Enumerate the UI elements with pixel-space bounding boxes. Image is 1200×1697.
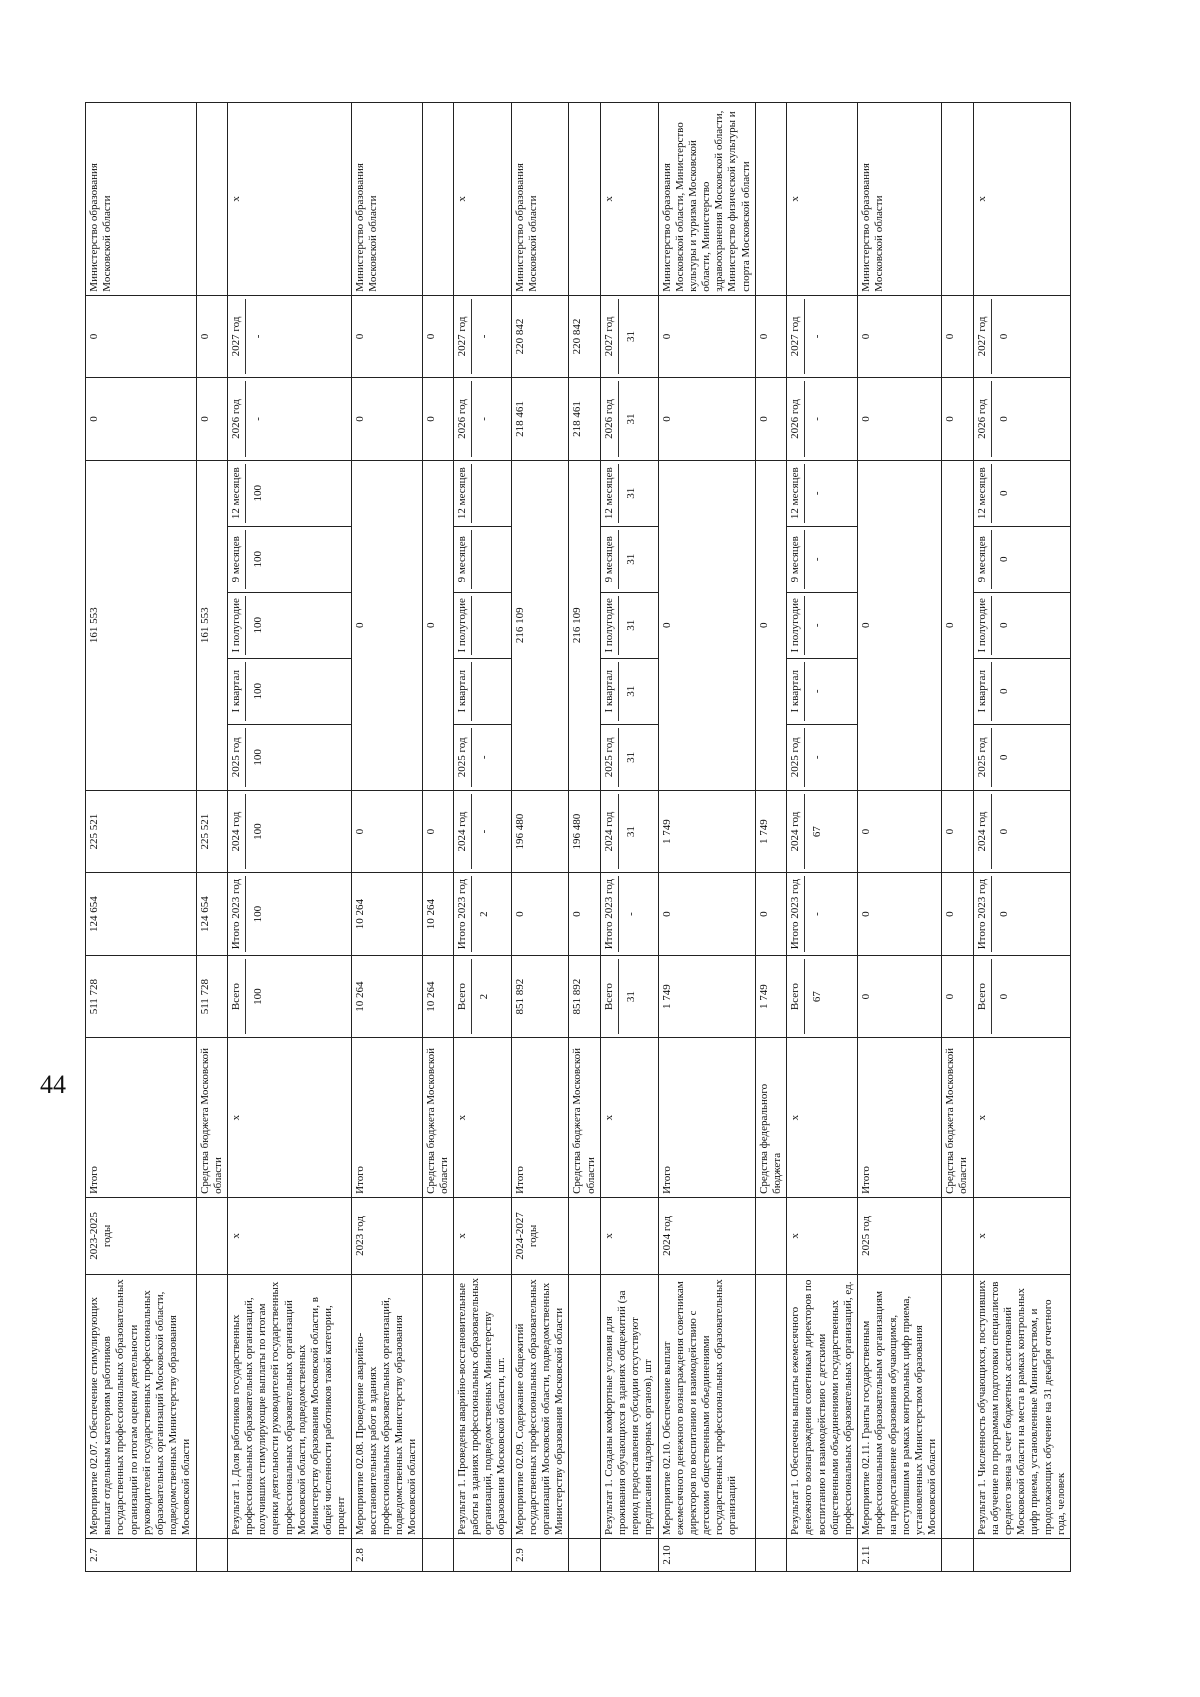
row-years: х xyxy=(227,1197,351,1274)
row-years xyxy=(196,1197,227,1274)
result-cell-label: 2026 год xyxy=(230,381,246,457)
value-2024: 0 xyxy=(858,790,942,873)
result-cell xyxy=(787,378,858,461)
result-cell xyxy=(973,873,1070,956)
table-row xyxy=(351,103,422,1572)
row-years: х xyxy=(600,1197,658,1274)
value-total: 0 xyxy=(942,955,973,1038)
value-2026: 0 xyxy=(86,378,197,461)
result-cell xyxy=(973,955,1070,1038)
page-number: 44 xyxy=(40,1070,66,1099)
value-2026: 218 461 xyxy=(569,378,600,461)
result-cell-value: 31 xyxy=(624,991,637,1003)
value-2024: 0 xyxy=(422,790,453,873)
row-description: Мероприятие 02.07. Обеспечение стимулирующих выплат отдельным категориям работников государственных профессиональных образовательных организаций по итогам оценки деятельности руководителей государственных профессиональных образовательных организаций Московской области, подведомственных Министерству образования Московской области xyxy=(86,1274,197,1538)
value-2026: 0 xyxy=(196,378,227,461)
value-2024: 1 749 xyxy=(755,790,786,873)
value-2027: 0 xyxy=(422,295,453,378)
result-cell-value: 0 xyxy=(997,911,1010,917)
funding-source: х xyxy=(227,1038,351,1198)
result-cell-label: 12 месяцев xyxy=(456,464,472,523)
value-2025: 216 109 xyxy=(511,460,569,790)
value-total: 10 264 xyxy=(422,955,453,1038)
table-row xyxy=(658,103,755,1572)
row-number xyxy=(942,1539,973,1572)
row-years xyxy=(422,1197,453,1274)
result-cell-label: 2025 год xyxy=(789,728,805,787)
result-cell-label: Всего xyxy=(230,959,246,1035)
value-2025: 0 xyxy=(755,460,786,790)
result-cell-value: - xyxy=(478,334,491,339)
result-cell xyxy=(227,790,351,873)
result-cell-label: 2025 год xyxy=(230,728,246,787)
responsible-executor xyxy=(196,103,227,296)
result-cell-label: 2027 год xyxy=(456,299,472,375)
funding-source: х xyxy=(453,1038,511,1198)
result-cell-label: Всего xyxy=(976,959,992,1035)
row-number xyxy=(422,1539,453,1572)
result-cell xyxy=(600,790,658,873)
row-number: 2.9 xyxy=(511,1539,569,1572)
result-cell xyxy=(453,955,511,1038)
value-2027: 0 xyxy=(858,295,942,378)
row-number xyxy=(973,1539,1070,1572)
row-years: х xyxy=(787,1197,858,1274)
value-2025: 0 xyxy=(942,460,973,790)
result-cell xyxy=(973,378,1070,461)
table-row xyxy=(196,103,227,1572)
result-cell-label: 12 месяцев xyxy=(603,464,619,523)
row-number xyxy=(787,1539,858,1572)
result-cell-label: 2025 год xyxy=(976,728,992,787)
value-2025: 161 553 xyxy=(196,460,227,790)
result-cell-label: 12 месяцев xyxy=(976,464,992,523)
result-cell-label: I квартал xyxy=(230,662,246,721)
row-years xyxy=(755,1197,786,1274)
value-2026: 0 xyxy=(351,378,422,461)
row-years: 2023 год xyxy=(351,1197,422,1274)
funding-source: х xyxy=(787,1038,858,1198)
value-2027: 0 xyxy=(196,295,227,378)
result-cell xyxy=(787,724,858,790)
funding-source: Итого xyxy=(351,1038,422,1198)
value-total: 1 749 xyxy=(658,955,755,1038)
row-description xyxy=(569,1274,600,1538)
result-cell-label: 9 месяцев xyxy=(456,530,472,589)
value-2025: 0 xyxy=(422,460,453,790)
row-description: Результат 1. Проведены аварийно-восстановительные работы в зданиях профессиональных образовательных организаций, подведомственных Министерству образования Московской области, шт. xyxy=(453,1274,511,1538)
result-cell-value: 67 xyxy=(811,826,824,838)
result-cell xyxy=(787,295,858,378)
row-years: 2025 год xyxy=(858,1197,942,1274)
value-2025: 161 553 xyxy=(86,460,197,790)
row-description: Мероприятие 02.08. Проведение аварийно-восстановительных работ в зданиях профессиональных образовательных организаций, подведомственных Министерству образования Московской области xyxy=(351,1274,422,1538)
result-cell-value: 0 xyxy=(997,490,1010,496)
value-total: 1 749 xyxy=(755,955,786,1038)
value-2027: 0 xyxy=(942,295,973,378)
result-cell xyxy=(453,658,511,724)
value-2026: 0 xyxy=(942,378,973,461)
row-description: Результат 1. Созданы комфортные условия для проживания обучающихся в зданиях общежитий (за период предоставления субсидии отсутствуют предписания надзорных органов), шт xyxy=(600,1274,658,1538)
result-cell xyxy=(787,526,858,592)
result-cell-label: Итого 2023 год xyxy=(603,876,619,952)
result-cell xyxy=(227,658,351,724)
result-cell-label: 2024 год xyxy=(976,794,992,870)
value-2027: 0 xyxy=(86,295,197,378)
result-cell xyxy=(600,592,658,658)
row-number xyxy=(600,1539,658,1572)
value-2023: 0 xyxy=(569,873,600,956)
result-cell-value: 31 xyxy=(624,619,637,631)
responsible-executor: Министерство образования Московской области, Министерство культуры и туризма Московской области, Министерство здравоохранения Московской области, Министерство физической культуры и спорта Московской области xyxy=(658,103,755,296)
result-cell-value: 100 xyxy=(252,988,265,1005)
result-cell-label: 2027 год xyxy=(230,299,246,375)
row-number xyxy=(569,1539,600,1572)
row-number xyxy=(755,1539,786,1572)
result-cell-label: I полугодие xyxy=(456,596,472,655)
table-row xyxy=(942,103,973,1572)
result-cell xyxy=(787,592,858,658)
result-cell-value: 100 xyxy=(252,905,265,923)
result-cell xyxy=(227,955,351,1038)
result-cell xyxy=(227,724,351,790)
result-cell xyxy=(973,790,1070,873)
result-cell-value: 100 xyxy=(252,683,265,700)
funding-source: х xyxy=(600,1038,658,1198)
value-2023: 124 654 xyxy=(196,873,227,956)
funding-source: Средства бюджета Московской области xyxy=(196,1038,227,1198)
funding-source: Итого xyxy=(511,1038,569,1198)
row-description: Результат 1. Численность обучающихся, поступивших на обучение по программам подготовки специалистов среднего звена за счет бюджетных ассигнований Московской области на места в рамках контрольных цифр приема, установленные Министерством, и продолжающих обучение на 31 декабря отчетного года, человек xyxy=(973,1274,1070,1538)
result-cell xyxy=(787,955,858,1038)
result-cell-value: 31 xyxy=(624,826,637,838)
funding-source: Итого xyxy=(858,1038,942,1198)
result-cell-value: - xyxy=(811,417,824,421)
result-cell-value: - xyxy=(811,689,824,694)
value-2025: 0 xyxy=(351,460,422,790)
value-2027: 0 xyxy=(755,295,786,378)
value-total: 0 xyxy=(858,955,942,1038)
funding-source: Средства бюджета Московской области xyxy=(942,1038,973,1198)
result-cell-value: 0 xyxy=(997,754,1010,761)
result-cell xyxy=(600,295,658,378)
result-cell-label: 2026 год xyxy=(603,381,619,457)
table-row xyxy=(569,103,600,1572)
result-cell xyxy=(227,460,351,526)
value-total: 851 892 xyxy=(511,955,569,1038)
table-row xyxy=(858,103,942,1572)
row-number xyxy=(453,1539,511,1572)
program-table xyxy=(85,102,1071,1572)
result-cell-value: - xyxy=(478,417,491,421)
result-cell-value: - xyxy=(811,623,824,628)
responsible-executor xyxy=(422,103,453,296)
result-cell-value: 2 xyxy=(478,993,491,1000)
result-cell xyxy=(453,724,511,790)
result-cell-value: 100 xyxy=(252,749,265,766)
result-cell-value: - xyxy=(811,557,824,562)
result-cell xyxy=(227,592,351,658)
result-cell-value: - xyxy=(252,417,265,421)
result-cell-label: Итого 2023 год xyxy=(456,876,472,952)
value-2026: 0 xyxy=(755,378,786,461)
row-number: 2.11 xyxy=(858,1539,942,1572)
table-row xyxy=(755,103,786,1572)
value-2024: 0 xyxy=(351,790,422,873)
result-cell xyxy=(600,378,658,461)
value-2023: 10 264 xyxy=(422,873,453,956)
value-total: 511 728 xyxy=(196,955,227,1038)
result-cell-value: 31 xyxy=(624,413,637,425)
result-cell-value: 0 xyxy=(997,333,1010,340)
responsible-executor: х xyxy=(600,103,658,296)
result-cell xyxy=(600,724,658,790)
row-description: Мероприятие 02.09. Содержание общежитий государственных профессиональных образовательных организаций Московской области, подведомственных Министерству образования Московской области xyxy=(511,1274,569,1538)
result-cell xyxy=(973,724,1070,790)
responsible-executor xyxy=(569,103,600,296)
result-cell-value: 31 xyxy=(624,751,637,763)
result-cell xyxy=(600,526,658,592)
result-cell xyxy=(973,526,1070,592)
table-row xyxy=(973,103,1070,1572)
result-cell-label: I квартал xyxy=(456,662,472,721)
result-cell xyxy=(787,873,858,956)
table-row xyxy=(227,103,351,1572)
result-cell xyxy=(453,295,511,378)
result-cell-label: 9 месяцев xyxy=(976,530,992,589)
result-cell-label: 2026 год xyxy=(976,381,992,457)
value-total: 511 728 xyxy=(86,955,197,1038)
result-cell-value: 0 xyxy=(997,416,1010,422)
result-cell-value: 31 xyxy=(624,487,637,499)
row-number: 2.7 xyxy=(86,1539,197,1572)
value-2026: 218 461 xyxy=(511,378,569,461)
result-cell-value: 0 xyxy=(997,688,1010,695)
row-years: 2024-2027 годы xyxy=(511,1197,569,1274)
result-cell-label: Всего xyxy=(789,959,805,1035)
responsible-executor: Министерство образования Московской области xyxy=(858,103,942,296)
result-cell xyxy=(453,592,511,658)
value-2024: 1 749 xyxy=(658,790,755,873)
value-2025: 0 xyxy=(858,460,942,790)
rotated-table-container xyxy=(85,102,1200,1572)
result-cell-value: - xyxy=(811,755,824,760)
result-cell-value: 31 xyxy=(624,553,637,565)
result-cell xyxy=(973,295,1070,378)
result-cell-label: Итого 2023 год xyxy=(230,876,246,952)
funding-source: Средства бюджета Московской области xyxy=(569,1038,600,1198)
value-2023: 0 xyxy=(511,873,569,956)
row-years: 2023-2025 годы xyxy=(86,1197,197,1274)
result-cell-value: 67 xyxy=(811,991,824,1003)
funding-source: Итого xyxy=(658,1038,755,1198)
value-2023: 0 xyxy=(755,873,786,956)
result-cell-value: - xyxy=(811,912,824,916)
result-cell xyxy=(600,658,658,724)
row-description: Мероприятие 02.10. Обеспечение выплат ежемесячного денежного вознаграждения советникам директоров по воспитанию и взаимодействию с детскими общественными объединениями государственных профессиональных образовательных организаций xyxy=(658,1274,755,1538)
result-cell xyxy=(453,526,511,592)
table-row xyxy=(422,103,453,1572)
result-cell-value: 0 xyxy=(997,556,1010,563)
result-cell-label: I квартал xyxy=(976,662,992,721)
table-row xyxy=(787,103,858,1572)
result-cell-label: I квартал xyxy=(789,662,805,721)
value-2025: 0 xyxy=(658,460,755,790)
result-cell xyxy=(453,790,511,873)
row-description: Результат 1. Доля работников государственных профессиональных образовательных организаций, получивших стимулирующие выплаты по итогам оценки деятельности руководителей государственных профессиональных образовательных организаций Московской области, подведомственных Министерству образования Московской области, в общей численности работников такой категории, процент xyxy=(227,1274,351,1538)
result-cell-label: I полугодие xyxy=(789,596,805,655)
result-cell-value: - xyxy=(811,491,824,496)
result-cell-label: 2027 год xyxy=(976,299,992,375)
result-cell-value: - xyxy=(252,334,265,339)
row-years: х xyxy=(973,1197,1070,1274)
value-2023: 0 xyxy=(942,873,973,956)
responsible-executor: х xyxy=(453,103,511,296)
result-cell-label: 2024 год xyxy=(789,794,805,870)
responsible-executor: х xyxy=(973,103,1070,296)
value-2023: 0 xyxy=(658,873,755,956)
result-cell-label: I полугодие xyxy=(976,596,992,655)
value-2023: 124 654 xyxy=(86,873,197,956)
result-cell-label: 9 месяцев xyxy=(603,530,619,589)
result-cell-label: 2027 год xyxy=(603,299,619,375)
result-cell-label: 2026 год xyxy=(456,381,472,457)
result-cell-value: 100 xyxy=(252,484,265,502)
row-number: 2.10 xyxy=(658,1539,755,1572)
funding-source: х xyxy=(973,1038,1070,1198)
result-cell-value: 100 xyxy=(252,551,265,568)
result-cell-value: 31 xyxy=(624,330,637,342)
funding-source: Средства федерального бюджета xyxy=(755,1038,786,1198)
result-cell-label: I полугодие xyxy=(230,596,246,655)
responsible-executor: Министерство образования Московской области xyxy=(511,103,569,296)
value-2024: 0 xyxy=(942,790,973,873)
result-cell-value: 100 xyxy=(252,823,265,840)
result-cell xyxy=(973,592,1070,658)
result-cell-value: - xyxy=(624,912,637,916)
result-cell-label: 12 месяцев xyxy=(230,464,246,523)
funding-source: Средства бюджета Московской области xyxy=(422,1038,453,1198)
result-cell-label: 12 месяцев xyxy=(789,464,805,523)
value-2027: 0 xyxy=(658,295,755,378)
responsible-executor: х xyxy=(227,103,351,296)
result-cell xyxy=(600,955,658,1038)
funding-source: Итого xyxy=(86,1038,197,1198)
value-2023: 0 xyxy=(858,873,942,956)
value-2027: 0 xyxy=(351,295,422,378)
value-2027: 220 842 xyxy=(569,295,600,378)
value-2025: 216 109 xyxy=(569,460,600,790)
value-2026: 0 xyxy=(658,378,755,461)
row-years xyxy=(942,1197,973,1274)
row-description xyxy=(755,1274,786,1538)
table-row xyxy=(600,103,658,1572)
result-cell xyxy=(453,873,511,956)
result-cell xyxy=(227,295,351,378)
result-cell-label: Всего xyxy=(456,959,472,1035)
result-cell-label: I квартал xyxy=(603,662,619,721)
value-2023: 10 264 xyxy=(351,873,422,956)
result-cell-label: 2024 год xyxy=(456,794,472,870)
result-cell-label: Всего xyxy=(603,959,619,1035)
result-cell-value: - xyxy=(478,829,491,834)
value-total: 10 264 xyxy=(351,955,422,1038)
table-row xyxy=(511,103,569,1572)
result-cell-value: 100 xyxy=(252,617,265,634)
row-description xyxy=(422,1274,453,1538)
result-cell-label: Итого 2023 год xyxy=(976,876,992,952)
result-cell xyxy=(600,873,658,956)
table-row xyxy=(86,103,197,1572)
row-number: 2.8 xyxy=(351,1539,422,1572)
value-2026: 0 xyxy=(858,378,942,461)
value-2024: 225 521 xyxy=(86,790,197,873)
responsible-executor: Министерство образования Московской области xyxy=(351,103,422,296)
value-2027: 220 842 xyxy=(511,295,569,378)
row-years: х xyxy=(453,1197,511,1274)
result-cell-label: 2024 год xyxy=(230,794,246,870)
result-cell-label: 2025 год xyxy=(603,728,619,787)
result-cell-value: 0 xyxy=(997,622,1010,629)
result-cell-label: 9 месяцев xyxy=(789,530,805,589)
result-cell-label: 9 месяцев xyxy=(230,530,246,589)
value-2024: 225 521 xyxy=(196,790,227,873)
result-cell xyxy=(453,378,511,461)
result-cell-value: - xyxy=(811,334,824,339)
result-cell-label: 2027 год xyxy=(789,299,805,375)
table-row xyxy=(453,103,511,1572)
result-cell-value: - xyxy=(478,755,491,760)
value-2024: 196 480 xyxy=(569,790,600,873)
row-years: 2024 год xyxy=(658,1197,755,1274)
row-number xyxy=(196,1539,227,1572)
row-description: Мероприятие 02.11. Гранты государственным профессиональным образовательным организациям на предоставление образования обучающимся, поступившим в рамках контрольных цифр приема, установленных Министерством образования Московской области xyxy=(858,1274,942,1538)
result-cell xyxy=(227,526,351,592)
result-cell xyxy=(453,460,511,526)
result-cell-value: 0 xyxy=(997,828,1010,835)
result-cell xyxy=(787,790,858,873)
responsible-executor xyxy=(755,103,786,296)
result-cell-value: 31 xyxy=(624,685,637,697)
result-cell-label: 2025 год xyxy=(456,728,472,787)
value-2026: 0 xyxy=(422,378,453,461)
responsible-executor: х xyxy=(787,103,858,296)
result-cell-value: 2 xyxy=(478,911,491,917)
row-description xyxy=(942,1274,973,1538)
result-cell-label: 2024 год xyxy=(603,794,619,870)
result-cell-label: Итого 2023 год xyxy=(789,876,805,952)
row-description: Результат 1. Обеспечены выплаты ежемесячного денежного вознаграждения советникам директоров по воспитанию и взаимодействию с детскими общественными объединениями государственных профессиональных образовательных организаций, ед. xyxy=(787,1274,858,1538)
result-cell-value: 0 xyxy=(997,993,1010,1000)
row-years xyxy=(569,1197,600,1274)
responsible-executor xyxy=(942,103,973,296)
row-number xyxy=(227,1539,351,1572)
result-cell xyxy=(973,460,1070,526)
value-total: 851 892 xyxy=(569,955,600,1038)
result-cell xyxy=(227,873,351,956)
responsible-executor: Министерство образования Московской области xyxy=(86,103,197,296)
value-2024: 196 480 xyxy=(511,790,569,873)
result-cell xyxy=(227,378,351,461)
result-cell-label: 2026 год xyxy=(789,381,805,457)
result-cell-label: I полугодие xyxy=(603,596,619,655)
result-cell xyxy=(787,658,858,724)
row-description xyxy=(196,1274,227,1538)
result-cell xyxy=(600,460,658,526)
result-cell xyxy=(973,658,1070,724)
result-cell xyxy=(787,460,858,526)
